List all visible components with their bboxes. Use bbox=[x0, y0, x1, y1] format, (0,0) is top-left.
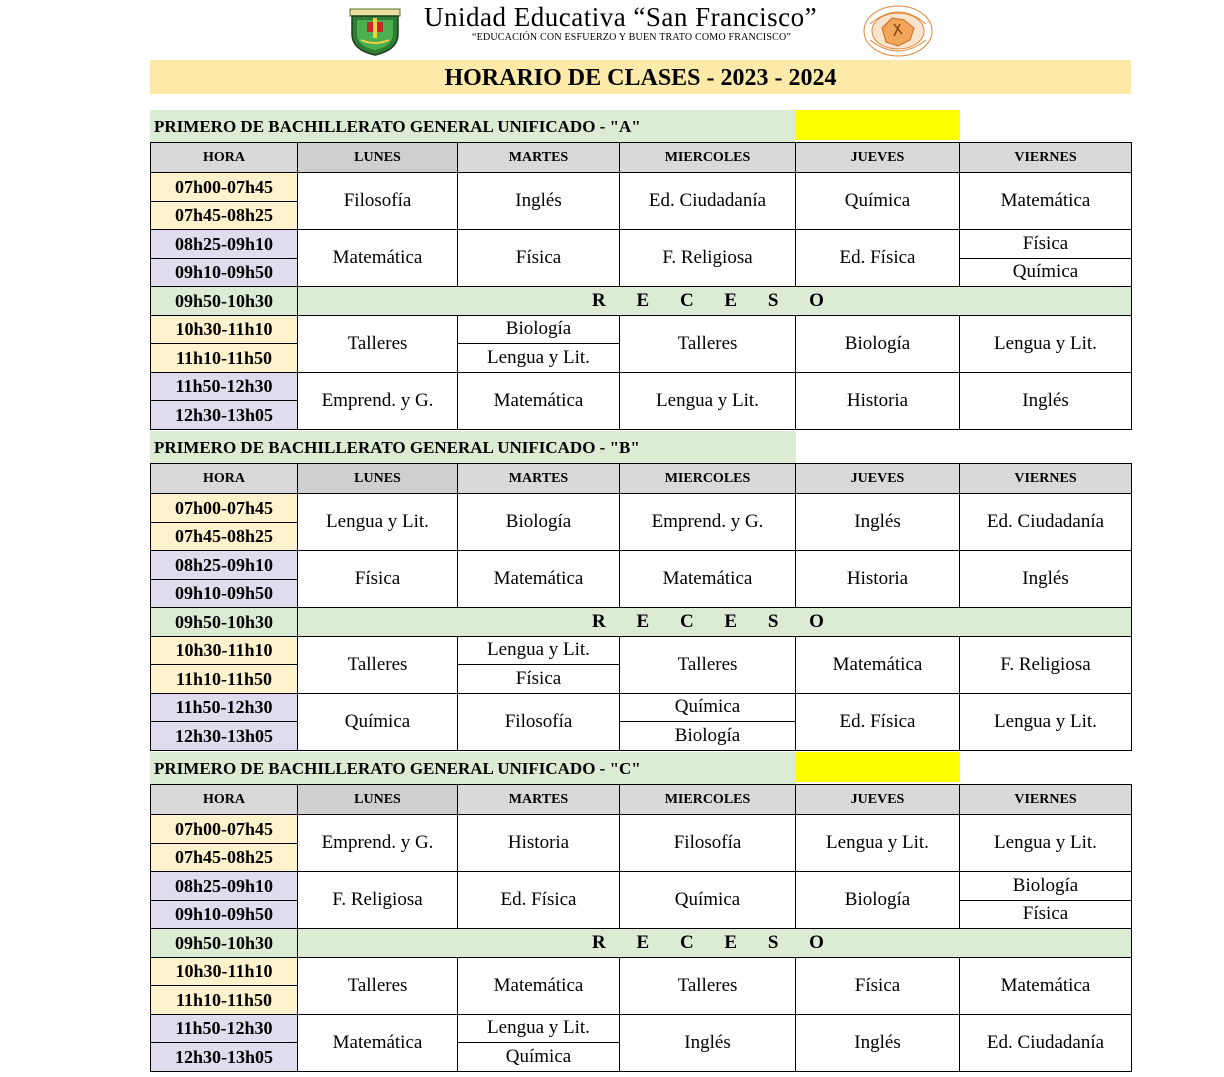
subject-cell-viernes: Lengua y Lit. bbox=[960, 315, 1132, 372]
table-row bbox=[151, 287, 1132, 316]
column-header-hora: HORA bbox=[151, 464, 298, 494]
table-row bbox=[151, 315, 1132, 344]
subject-cell-martes: Inglés bbox=[458, 173, 620, 230]
table-row bbox=[151, 494, 1132, 523]
table-row bbox=[151, 815, 1132, 844]
subject-cell-viernes: Matemática bbox=[960, 957, 1132, 1014]
time-slot: 12h30-13h05 bbox=[151, 722, 298, 751]
time-slot: 07h45-08h25 bbox=[151, 201, 298, 230]
column-header-viernes: VIERNES bbox=[960, 785, 1132, 815]
section-title: PRIMERO DE BACHILLERATO GENERAL UNIFICADO - "B" bbox=[150, 431, 796, 463]
subject-cell-jueves: Física bbox=[796, 957, 960, 1014]
section-title: PRIMERO DE BACHILLERATO GENERAL UNIFICADO - "C" bbox=[150, 752, 796, 784]
franciscan-seal-logo bbox=[858, 4, 938, 58]
subject-cell-martes: Lengua y Lit. bbox=[458, 344, 620, 373]
time-slot: 11h10-11h50 bbox=[151, 986, 298, 1015]
subject-cell-miercoles: Ed. Ciudadanía bbox=[620, 173, 796, 230]
subject-cell-martes: Lengua y Lit. bbox=[458, 636, 620, 665]
table-row bbox=[151, 957, 1132, 986]
time-slot: 10h30-11h10 bbox=[151, 315, 298, 344]
time-slot: 07h00-07h45 bbox=[151, 815, 298, 844]
table-row bbox=[151, 872, 1132, 901]
subject-cell-viernes: Lengua y Lit. bbox=[960, 693, 1132, 750]
table-row bbox=[151, 230, 1132, 259]
time-slot: 09h10-09h50 bbox=[151, 258, 298, 287]
column-header-jueves: JUEVES bbox=[796, 143, 960, 173]
time-slot: 10h30-11h10 bbox=[151, 957, 298, 986]
time-slot: 07h45-08h25 bbox=[151, 522, 298, 551]
column-header-lunes: LUNES bbox=[298, 464, 458, 494]
time-slot: 11h50-12h30 bbox=[151, 1014, 298, 1043]
table-row bbox=[151, 608, 1132, 637]
recess-label: R E C E S O bbox=[298, 287, 1132, 316]
column-header-lunes: LUNES bbox=[298, 143, 458, 173]
section-c bbox=[150, 752, 1131, 1072]
subject-cell-martes: Física bbox=[458, 230, 620, 287]
recess-label: R E C E S O bbox=[298, 608, 1132, 637]
time-slot: 11h10-11h50 bbox=[151, 344, 298, 373]
time-slot: 07h00-07h45 bbox=[151, 173, 298, 202]
recess-label: R E C E S O bbox=[298, 929, 1132, 958]
subject-cell-martes: Filosofía bbox=[458, 693, 620, 750]
subject-cell-jueves: Historia bbox=[796, 372, 960, 429]
subject-cell-martes: Biología bbox=[458, 494, 620, 551]
highlight-marker bbox=[796, 752, 960, 782]
subject-cell-lunes: Emprend. y G. bbox=[298, 372, 458, 429]
column-header-martes: MARTES bbox=[458, 143, 620, 173]
column-header-viernes: VIERNES bbox=[960, 464, 1132, 494]
column-header-miercoles: MIERCOLES bbox=[620, 143, 796, 173]
subject-cell-miercoles: Filosofía bbox=[620, 815, 796, 872]
time-slot: 11h50-12h30 bbox=[151, 372, 298, 401]
subject-cell-martes: Química bbox=[458, 1043, 620, 1072]
subject-cell-viernes: Ed. Ciudadanía bbox=[960, 1014, 1132, 1071]
subject-cell-miercoles: Lengua y Lit. bbox=[620, 372, 796, 429]
schedule-title: HORARIO DE CLASES - 2023 - 2024 bbox=[150, 60, 1131, 94]
time-slot: 08h25-09h10 bbox=[151, 872, 298, 901]
column-header-viernes: VIERNES bbox=[960, 143, 1132, 173]
time-slot: 08h25-09h10 bbox=[151, 230, 298, 259]
time-slot: 09h10-09h50 bbox=[151, 900, 298, 929]
column-header-hora: HORA bbox=[151, 785, 298, 815]
subject-cell-martes: Historia bbox=[458, 815, 620, 872]
column-header-martes: MARTES bbox=[458, 785, 620, 815]
subject-cell-viernes: Química bbox=[960, 258, 1132, 287]
subject-cell-martes: Física bbox=[458, 665, 620, 694]
time-slot: 10h30-11h10 bbox=[151, 636, 298, 665]
subject-cell-jueves: Química bbox=[796, 173, 960, 230]
column-header-hora: HORA bbox=[151, 143, 298, 173]
subject-cell-lunes: Física bbox=[298, 551, 458, 608]
section-b bbox=[150, 431, 1131, 751]
time-slot: 07h45-08h25 bbox=[151, 843, 298, 872]
subject-cell-viernes: Física bbox=[960, 230, 1132, 259]
table-row bbox=[151, 693, 1132, 722]
column-header-miercoles: MIERCOLES bbox=[620, 464, 796, 494]
subject-cell-martes: Ed. Física bbox=[458, 872, 620, 929]
subject-cell-jueves: Inglés bbox=[796, 494, 960, 551]
subject-cell-lunes: Lengua y Lit. bbox=[298, 494, 458, 551]
table-row bbox=[151, 929, 1132, 958]
subject-cell-lunes: Matemática bbox=[298, 1014, 458, 1071]
subject-cell-jueves: Biología bbox=[796, 872, 960, 929]
time-slot: 12h30-13h05 bbox=[151, 401, 298, 430]
time-slot: 08h25-09h10 bbox=[151, 551, 298, 580]
subject-cell-miercoles: F. Religiosa bbox=[620, 230, 796, 287]
subject-cell-lunes: Química bbox=[298, 693, 458, 750]
table-row bbox=[151, 372, 1132, 401]
column-header-jueves: JUEVES bbox=[796, 785, 960, 815]
subject-cell-jueves: Inglés bbox=[796, 1014, 960, 1071]
time-slot: 09h50-10h30 bbox=[151, 287, 298, 316]
time-slot: 09h50-10h30 bbox=[151, 608, 298, 637]
subject-cell-miercoles: Química bbox=[620, 693, 796, 722]
subject-cell-martes: Biología bbox=[458, 315, 620, 344]
table-row bbox=[151, 551, 1132, 580]
subject-cell-miercoles: Matemática bbox=[620, 551, 796, 608]
schedule-table bbox=[150, 142, 1132, 430]
section-a bbox=[150, 110, 1131, 430]
section-title: PRIMERO DE BACHILLERATO GENERAL UNIFICADO - "A" bbox=[150, 110, 796, 142]
subject-cell-jueves: Lengua y Lit. bbox=[796, 815, 960, 872]
school-crest-logo bbox=[347, 6, 403, 56]
subject-cell-jueves: Ed. Física bbox=[796, 230, 960, 287]
subject-cell-lunes: Emprend. y G. bbox=[298, 815, 458, 872]
subject-cell-lunes: Matemática bbox=[298, 230, 458, 287]
time-slot: 11h50-12h30 bbox=[151, 693, 298, 722]
table-row bbox=[151, 1014, 1132, 1043]
subject-cell-viernes: Inglés bbox=[960, 372, 1132, 429]
subject-cell-miercoles: Talleres bbox=[620, 636, 796, 693]
subject-cell-jueves: Historia bbox=[796, 551, 960, 608]
school-motto: “EDUCACIÓN CON ESFUERZO Y BUEN TRATO COMO FRANCISCO” bbox=[472, 32, 792, 43]
column-header-jueves: JUEVES bbox=[796, 464, 960, 494]
schedule-table bbox=[150, 463, 1132, 751]
schedule-table bbox=[150, 784, 1132, 1072]
subject-cell-jueves: Biología bbox=[796, 315, 960, 372]
column-header-martes: MARTES bbox=[458, 464, 620, 494]
subject-cell-viernes: Física bbox=[960, 900, 1132, 929]
subject-cell-viernes: Matemática bbox=[960, 173, 1132, 230]
time-slot: 09h50-10h30 bbox=[151, 929, 298, 958]
subject-cell-martes: Lengua y Lit. bbox=[458, 1014, 620, 1043]
subject-cell-miercoles: Biología bbox=[620, 722, 796, 751]
subject-cell-viernes: Inglés bbox=[960, 551, 1132, 608]
subject-cell-miercoles: Inglés bbox=[620, 1014, 796, 1071]
subject-cell-lunes: Filosofía bbox=[298, 173, 458, 230]
subject-cell-miercoles: Talleres bbox=[620, 315, 796, 372]
subject-cell-lunes: F. Religiosa bbox=[298, 872, 458, 929]
column-header-miercoles: MIERCOLES bbox=[620, 785, 796, 815]
time-slot: 12h30-13h05 bbox=[151, 1043, 298, 1072]
subject-cell-viernes: Ed. Ciudadanía bbox=[960, 494, 1132, 551]
subject-cell-lunes: Talleres bbox=[298, 315, 458, 372]
subject-cell-viernes: F. Religiosa bbox=[960, 636, 1132, 693]
subject-cell-viernes: Lengua y Lit. bbox=[960, 815, 1132, 872]
subject-cell-jueves: Ed. Física bbox=[796, 693, 960, 750]
school-name: Unidad Educativa “San Francisco” bbox=[424, 2, 818, 32]
subject-cell-viernes: Biología bbox=[960, 872, 1132, 901]
subject-cell-lunes: Talleres bbox=[298, 957, 458, 1014]
subject-cell-lunes: Talleres bbox=[298, 636, 458, 693]
subject-cell-miercoles: Química bbox=[620, 872, 796, 929]
subject-cell-jueves: Matemática bbox=[796, 636, 960, 693]
subject-cell-martes: Matemática bbox=[458, 551, 620, 608]
subject-cell-martes: Matemática bbox=[458, 957, 620, 1014]
subject-cell-miercoles: Talleres bbox=[620, 957, 796, 1014]
subject-cell-miercoles: Emprend. y G. bbox=[620, 494, 796, 551]
table-row bbox=[151, 636, 1132, 665]
highlight-marker bbox=[796, 110, 960, 140]
time-slot: 09h10-09h50 bbox=[151, 579, 298, 608]
table-row bbox=[151, 173, 1132, 202]
time-slot: 11h10-11h50 bbox=[151, 665, 298, 694]
column-header-lunes: LUNES bbox=[298, 785, 458, 815]
subject-cell-martes: Matemática bbox=[458, 372, 620, 429]
time-slot: 07h00-07h45 bbox=[151, 494, 298, 523]
